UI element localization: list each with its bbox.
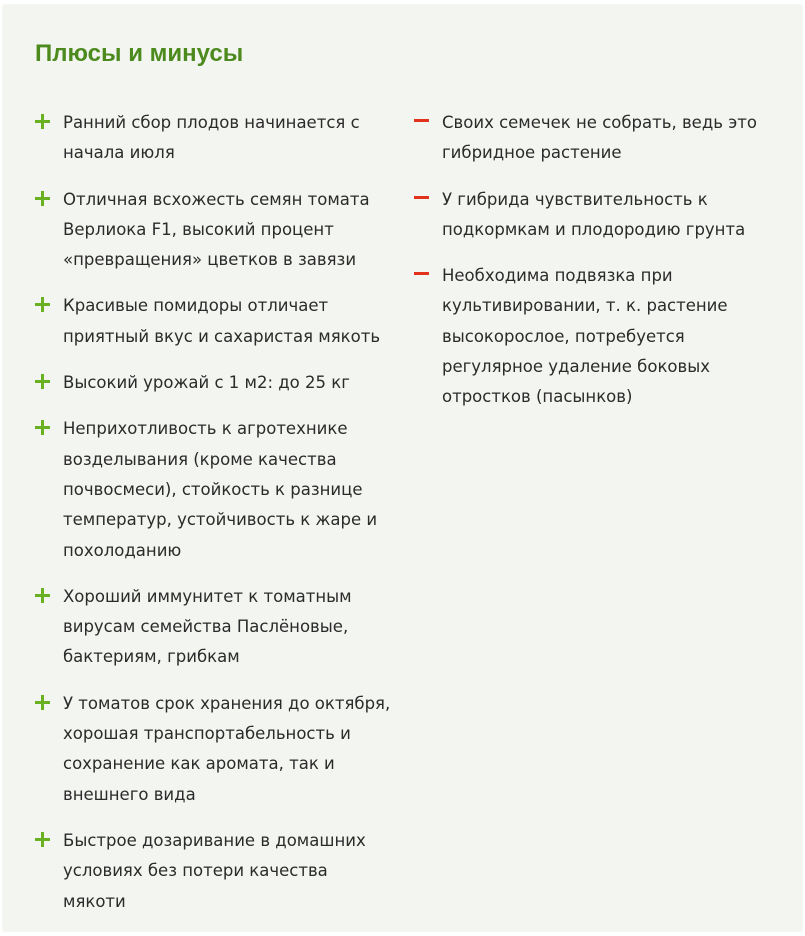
- cons-item-text: У гибрида чувствительность к подкормкам и плодородию грунта: [442, 189, 746, 239]
- pros-item: [35, 582, 395, 673]
- minus-icon: [414, 114, 429, 129]
- cons-item: [414, 185, 774, 246]
- cons-item-text: Необходима подвязка при культивировании, т. к. растение высокорослое, потребуется регулярное удаление боковых отростков (пасынков): [442, 266, 728, 407]
- cons-item-text: Своих семечек не собрать, ведь это гибридное растение: [442, 113, 757, 163]
- cons-list: [414, 108, 774, 429]
- pros-item-text: Красивые помидоры отличает приятный вкус и сахаристая мякоть: [63, 296, 381, 346]
- cons-item: [414, 261, 774, 412]
- plus-icon: [35, 297, 50, 312]
- minus-icon: [414, 267, 429, 282]
- pros-item: [35, 689, 395, 810]
- pros-item-text: Неприхотливость к агротехнике возделывания (кроме качества почвосмеси), стойкость к разнице температур, устойчивость к жаре и похолоданию: [63, 419, 378, 560]
- pros-item-text: Ранний сбор плодов начинается с начала июля: [63, 113, 360, 163]
- pros-cons-card: [2, 4, 803, 932]
- plus-icon: [35, 374, 50, 389]
- minus-icon: [414, 191, 429, 206]
- pros-item-text: Хороший иммунитет к томатным вирусам семейства Паслёновые, бактериям, грибкам: [63, 586, 352, 667]
- plus-icon: [35, 832, 50, 847]
- pros-item-text: Высокий урожай с 1 м2: до 25 кг: [63, 373, 350, 393]
- plus-icon: [35, 114, 50, 129]
- plus-icon: [35, 695, 50, 710]
- plus-icon: [35, 588, 50, 603]
- pros-item: [35, 368, 395, 398]
- pros-item: [35, 291, 395, 352]
- pros-item-text: Отличная всхожесть семян томата Верлиока F1, высокий процент «превращения» цветков в завязи: [63, 189, 370, 270]
- pros-item: [35, 414, 395, 565]
- pros-item-text: Быстрое дозаривание в домашних условиях без потери качества мякоти: [63, 830, 366, 911]
- pros-list: [35, 108, 395, 933]
- pros-item: [35, 108, 395, 169]
- section-title: Плюсы и минусы: [35, 40, 244, 67]
- cons-item: [414, 108, 774, 169]
- pros-item-text: У томатов срок хранения до октября, хорошая транспортабельность и сохранение как аромата, так и внешнего вида: [63, 693, 391, 804]
- plus-icon: [35, 420, 50, 435]
- pros-item: [35, 185, 395, 276]
- plus-icon: [35, 191, 50, 206]
- pros-item: [35, 826, 395, 917]
